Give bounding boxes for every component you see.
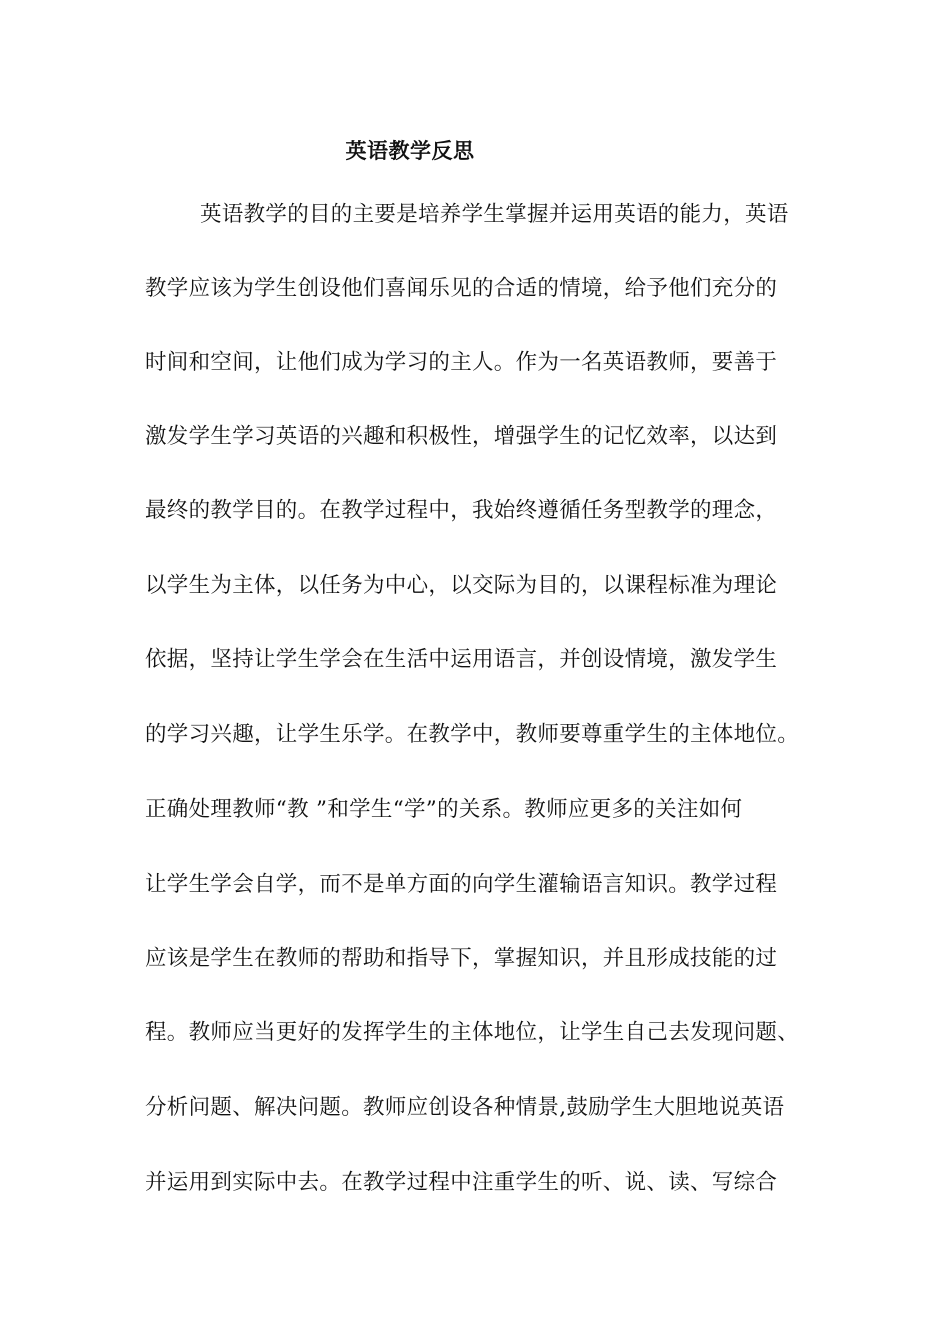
paragraph-line: 的学习兴趣，让学生乐学。在教学中，教师要尊重学生的主体地位。 — [145, 722, 800, 747]
paragraph-line: 分析问题、解决问题。教师应创设各种情景,鼓励学生大胆地说英语 — [145, 1095, 785, 1120]
paragraph-line: 程。教师应当更好的发挥学生的主体地位，让学生自己去发现问题、 — [145, 1020, 800, 1045]
paragraph-line: 正确处理教师“教 ”和学生“学”的关系。教师应更多的关注如何 — [145, 797, 743, 822]
paragraph-line: 英语教学的目的主要是培养学生掌握并运用英语的能力，英语 — [200, 202, 789, 227]
paragraph-line: 并运用到实际中去。在教学过程中注重学生的听、说、读、写综合 — [145, 1170, 778, 1195]
document-title: 英语教学反思 — [345, 138, 475, 163]
paragraph-line: 时间和空间，让他们成为学习的主人。作为一名英语教师，要善于 — [145, 350, 778, 375]
paragraph-line: 激发学生学习英语的兴趣和积极性，增强学生的记忆效率，以达到 — [145, 424, 778, 449]
paragraph-line: 教学应该为学生创设他们喜闻乐见的合适的情境，给予他们充分的 — [145, 276, 778, 301]
paragraph-line: 应该是学生在教师的帮助和指导下，掌握知识，并且形成技能的过 — [145, 946, 778, 971]
paragraph-line: 以学生为主体，以任务为中心，以交际为目的，以课程标准为理论 — [145, 573, 778, 598]
paragraph-line: 依据，坚持让学生学会在生活中运用语言，并创设情境，激发学生 — [145, 647, 778, 672]
paragraph-line: 最终的教学目的。在教学过程中，我始终遵循任务型教学的理念， — [145, 498, 778, 523]
paragraph-line: 让学生学会自学，而不是单方面的向学生灌输语言知识。教学过程 — [145, 872, 778, 897]
